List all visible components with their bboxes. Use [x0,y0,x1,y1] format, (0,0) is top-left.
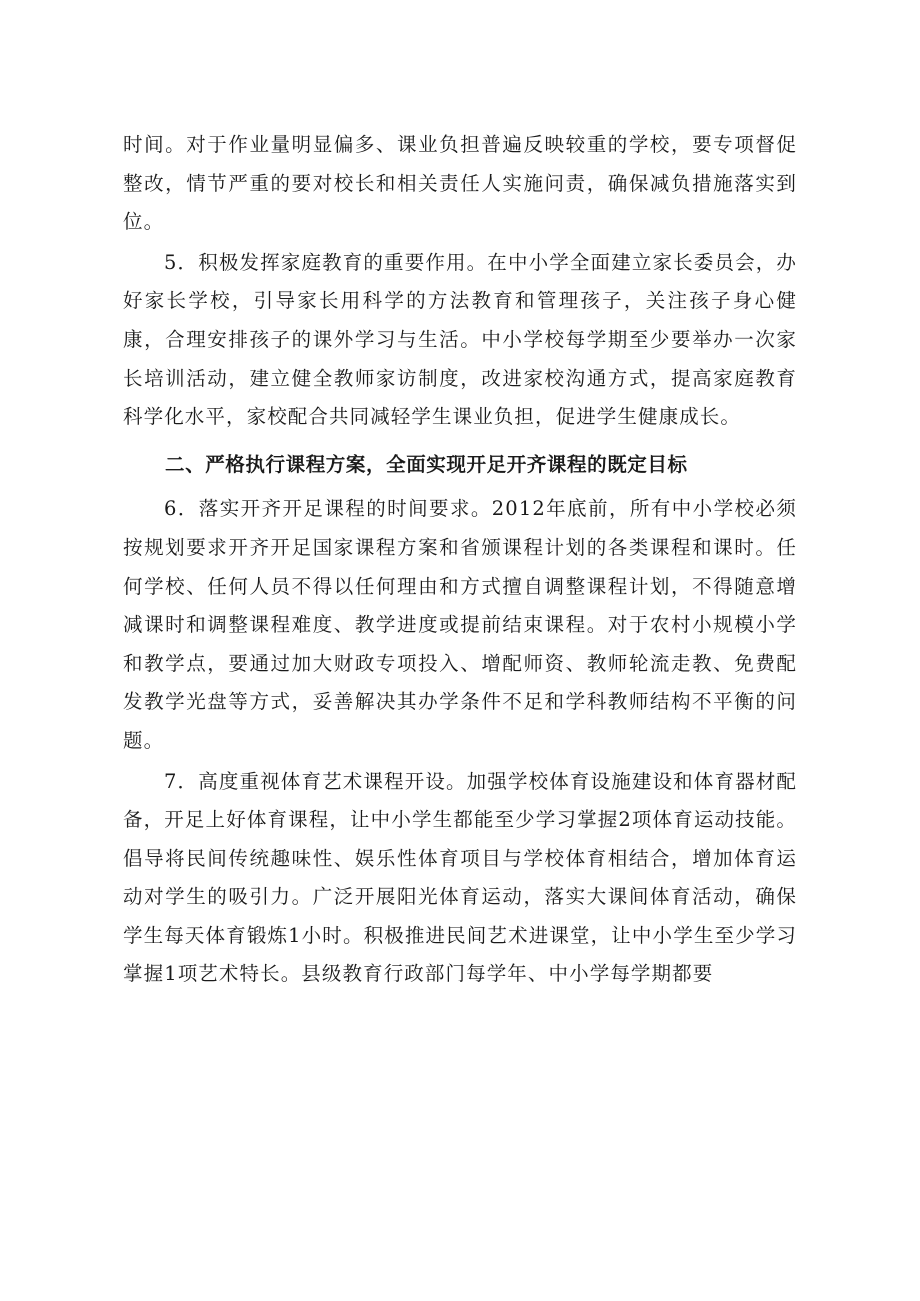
paragraph-item-5: 5．积极发挥家庭教育的重要作用。在中小学全面建立家长委员会，办好家长学校，引导家长用科学的方法教育和管理孩子，关注孩子身心健康，合理安排孩子的课外学习与生活。中小学校每学期至少要举办一次家长培训活动，建立健全教师家访制度，改进家校沟通方式，提高家庭教育科学化水平，家校配合共同减轻学生课业负担，促进学生健康成长。 [123,250,797,429]
paragraph-item-6: 6．落实开齐开足课程的时间要求。2012年底前，所有中小学校必须按规划要求开齐开足国家课程方案和省颁课程计划的各类课程和课时。任何学校、任何人员不得以任何理由和方式擅自调整课程计划，不得随意增减课时和调整课程难度、教学进度或提前结束课程。对于农村小规模小学和教学点，要通过加大财政专项投入、增配师资、教师轮流走教、免费配发教学光盘等方式，妥善解决其办学条件不足和学科教师结构不平衡的问题。 [123,497,797,752]
paragraph-item-7: 7．高度重视体育艺术课程开设。加强学校体育设施建设和体育器材配备，开足上好体育课程，让中小学生都能至少学习掌握2项体育运动技能。倡导将民间传统趣味性、娱乐性体育项目与学校体育相结合，增加体育运动对学生的吸引力。广泛开展阳光体育运动，落实大课间体育活动，确保学生每天体育锻炼1小时。积极推进民间艺术进课堂，让中小学生至少学习掌握1项艺术特长。县级教育行政部门每学年、中小学每学期都要 [123,769,797,986]
section-heading: 二、严格执行课程方案，全面实现开足开齐课程的既定目标 [165,452,688,476]
document-body [123,126,797,994]
paragraph-continuation: 时间。对于作业量明显偏多、课业负担普遍反映较重的学校，要专项督促整改，情节严重的要对校长和相关责任人实施问责，确保减负措施落实到位。 [123,133,797,234]
